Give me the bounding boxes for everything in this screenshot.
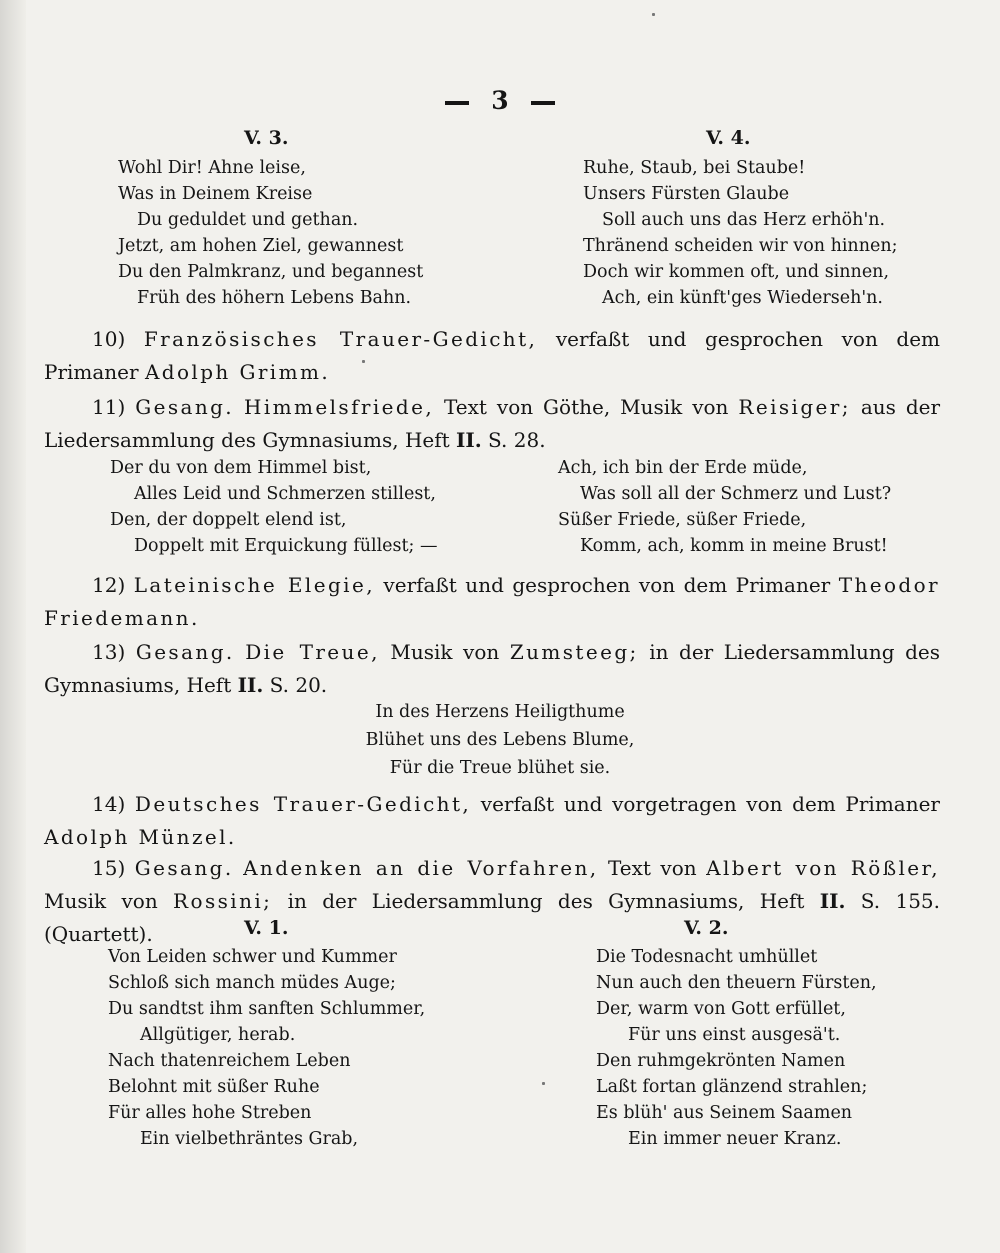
composer-name: Reisiger; <box>738 395 851 419</box>
item-text: verfaßt und vorgetragen von dem Primaner <box>471 792 940 816</box>
verse-1-line: Ein vielbethräntes Grab, <box>140 1129 359 1149</box>
verse-4-line: Unsers Fürsten Glaube <box>583 184 790 204</box>
song-line: Für die Treue blühet sie. <box>389 758 611 778</box>
item-title: Andenken an die Vorfahren, <box>243 856 599 880</box>
composer-name: Rossini; <box>173 889 273 913</box>
item-title: Deutsches Trauer-Gedicht, <box>134 792 472 816</box>
program-item-14 <box>44 788 940 854</box>
page-ref: S. 155. (Quartett). <box>44 889 940 946</box>
verse-1-line: Du sandtst ihm sanften Schlummer, <box>108 999 426 1019</box>
item-number: 13) <box>92 640 126 664</box>
heft-number: II. <box>456 428 482 452</box>
item-number: 11) <box>92 395 126 419</box>
song-line: In des Herzens Heiligthume <box>375 702 625 722</box>
program-item-13 <box>44 636 940 702</box>
item-text: verfaßt und gesprochen von dem Primaner <box>374 573 839 597</box>
item-title: Himmelsfriede, <box>244 395 435 419</box>
item-text: Musik von <box>44 889 174 913</box>
verse-2-heading: V. 2. <box>684 917 729 939</box>
verse-3-line: Du den Palmkranz, und begannest <box>118 262 424 282</box>
page-number <box>0 86 1000 115</box>
verse-1-line: Nach thatenreichem Leben <box>108 1051 351 1071</box>
verse-2-line: Laßt fortan glänzend strahlen; <box>596 1077 868 1097</box>
verse-3-line: Früh des höhern Lebens Bahn. <box>137 288 412 308</box>
page-ref: S. 28. <box>481 428 546 452</box>
program-item-12 <box>44 569 940 635</box>
item-text: Musik von <box>379 640 510 664</box>
paper-speck <box>542 1082 545 1085</box>
verse-2-line: Der, warm von Gott erfüllet, <box>596 999 846 1019</box>
item-text: in der Liedersammlung des Gymnasiums, Heft <box>272 889 820 913</box>
item-number: 12) <box>92 573 126 597</box>
dash-left <box>445 101 469 105</box>
program-item-10 <box>44 323 940 389</box>
verse-4-line: Soll auch uns das Herz erhöh'n. <box>602 210 886 230</box>
song-line: Den, der doppelt elend ist, <box>110 510 347 530</box>
item-number: 10) <box>92 327 126 351</box>
song-line: Blühet uns des Lebens Blume, <box>365 730 635 750</box>
verse-4-line: Thränend scheiden wir von hinnen; <box>583 236 898 256</box>
paper-speck <box>362 360 365 363</box>
item-text: in der Liedersammlung des Gymnasiums, Heft <box>44 640 941 697</box>
heft-number: II. <box>237 673 264 697</box>
item-title: Lateinische Elegie, <box>133 573 375 597</box>
song-line: Doppelt mit Erquickung füllest; — <box>134 536 438 556</box>
verse-4-heading: V. 4. <box>706 127 751 149</box>
verse-3-line: Jetzt, am hohen Ziel, gewannest <box>118 236 404 256</box>
verse-4-line: Doch wir kommen oft, und sinnen, <box>583 262 890 282</box>
dash-right <box>531 101 555 105</box>
song-line: Was soll all der Schmerz und Lust? <box>580 484 892 504</box>
song-line: Süßer Friede, süßer Friede, <box>558 510 807 530</box>
program-item-15 <box>44 852 940 951</box>
item-text: Text von <box>598 856 707 880</box>
verse-2-line: Für uns einst ausgesä't. <box>628 1025 841 1045</box>
heft-number: II. <box>819 889 846 913</box>
verse-2-line: Es blüh' aus Seinem Saamen <box>596 1103 853 1123</box>
item-text: Text von Göthe, Musik von <box>434 395 739 419</box>
item-number: 15) <box>92 856 126 880</box>
song-line: Komm, ach, komm in meine Brust! <box>580 536 888 556</box>
verse-3-heading: V. 3. <box>244 127 289 149</box>
verse-3-line: Wohl Dir! Ahne leise, <box>118 158 306 178</box>
verse-1-line: Belohnt mit süßer Ruhe <box>108 1077 320 1097</box>
song-line: Alles Leid und Schmerzen stillest, <box>134 484 436 504</box>
item-text: aus der Liedersammlung des Gymnasiums, Heft <box>44 395 941 452</box>
page-edge-shadow <box>0 0 26 1253</box>
item-title: Die Treue, <box>245 640 380 664</box>
verse-1-heading: V. 1. <box>244 917 289 939</box>
page-ref: S. 20. <box>263 673 328 697</box>
verse-2-line: Den ruhmgekrönten Namen <box>596 1051 846 1071</box>
author-name: Albert von Rößler, <box>706 856 941 880</box>
verse-2-line: Nun auch den theuern Fürsten, <box>596 973 877 993</box>
verse-1-line: Allgütiger, herab. <box>140 1025 296 1045</box>
program-item-11 <box>44 391 940 457</box>
verse-2-line: Die Todesnacht umhüllet <box>596 947 818 967</box>
verse-4-line: Ach, ein künft'ges Wiederseh'n. <box>602 288 883 308</box>
performer-name: Adolph Münzel. <box>44 825 237 849</box>
item-label: Gesang. <box>135 640 235 664</box>
verse-1-line: Schloß sich manch müdes Auge; <box>108 973 396 993</box>
song-line: Ach, ich bin der Erde müde, <box>558 458 808 478</box>
performer-name: Adolph Grimm. <box>144 360 331 384</box>
verse-3-line: Was in Deinem Kreise <box>118 184 313 204</box>
item-label: Gesang. <box>134 856 234 880</box>
verse-2-line: Ein immer neuer Kranz. <box>628 1129 842 1149</box>
verse-1-line: Von Leiden schwer und Kummer <box>108 947 397 967</box>
composer-name: Zumsteeg; <box>509 640 639 664</box>
item-text: verfaßt und gesprochen von dem Primaner <box>44 327 941 384</box>
page-number-value: 3 <box>491 86 509 115</box>
song-line: Der du von dem Himmel bist, <box>110 458 372 478</box>
verse-1-line: Für alles hohe Streben <box>108 1103 312 1123</box>
verse-4-line: Ruhe, Staub, bei Staube! <box>583 158 806 178</box>
item-title: Französisches Trauer-Gedicht, <box>143 327 538 351</box>
paper-speck <box>652 13 655 16</box>
item-number: 14) <box>92 792 126 816</box>
item-label: Gesang. <box>135 395 235 419</box>
verse-3-line: Du geduldet und gethan. <box>137 210 359 230</box>
performer-name: Theodor Friedemann. <box>44 573 941 630</box>
